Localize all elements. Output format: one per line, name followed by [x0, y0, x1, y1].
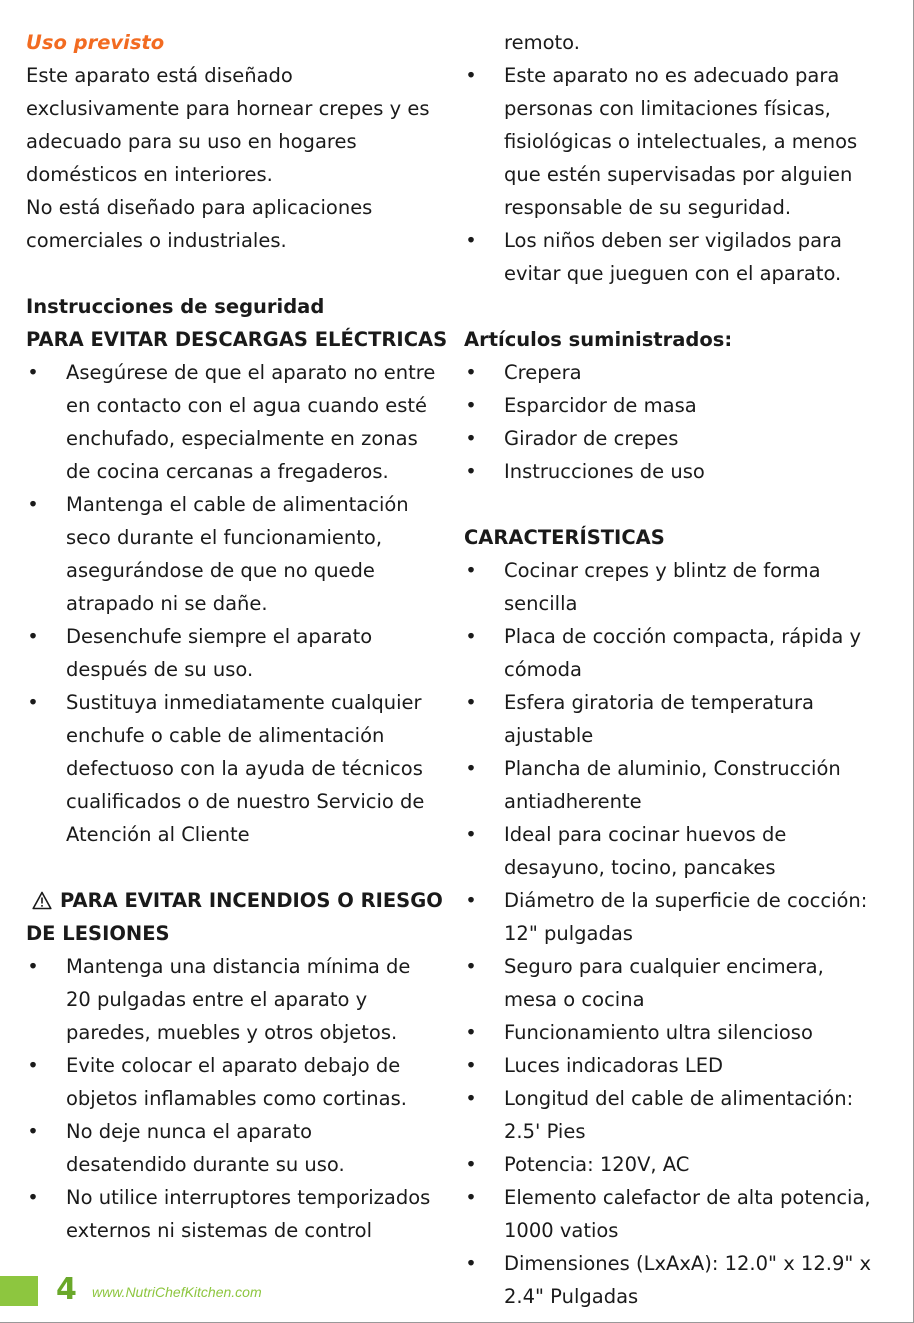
bullet-dot: •	[465, 1021, 477, 1044]
list-item-text: No utilice interruptores temporizados	[66, 1186, 431, 1209]
list-item-line	[464, 1148, 904, 1181]
list-item-line	[464, 983, 904, 1016]
list-item-line	[464, 59, 904, 92]
list-item-line	[464, 554, 904, 587]
bullet-dot: •	[465, 691, 477, 714]
bullet-dot: •	[465, 559, 477, 582]
supplied-items-list	[464, 356, 904, 488]
bullet-dot: •	[465, 625, 477, 648]
bullet-dot: •	[465, 394, 477, 417]
list-item-text: antiadherente	[504, 790, 642, 813]
bullet-dot: •	[465, 1153, 477, 1176]
list-item-text: Evite colocar el aparato debajo de	[66, 1054, 401, 1077]
list-item-line	[464, 1115, 904, 1148]
list-item-text: que estén supervisadas por alguien	[504, 163, 853, 186]
list-item-line	[464, 1181, 904, 1214]
bullet-dot: •	[465, 1054, 477, 1077]
spacer	[464, 488, 904, 521]
list-item-line	[26, 818, 456, 851]
list-item-line	[464, 125, 904, 158]
list-item-text: Sustituya inmediatamente cualquier	[66, 691, 422, 714]
bullet-dot: •	[465, 823, 477, 846]
list-item-text: Luces indicadoras LED	[504, 1054, 724, 1077]
list-item-line	[26, 587, 456, 620]
safety-heading: Instrucciones de seguridad	[26, 295, 325, 318]
bullet-dot: •	[465, 1252, 477, 1275]
fire-bullet-list	[26, 950, 456, 1247]
list-item-text: Atención al Cliente	[66, 823, 250, 846]
list-item-text: Ideal para cocinar huevos de	[504, 823, 787, 846]
list-item-line	[26, 554, 456, 587]
list-item-line	[464, 620, 904, 653]
list-item-text: evitar que jueguen con el aparato.	[504, 262, 842, 285]
list-item-text: Seguro para cualquier encimera,	[504, 955, 824, 978]
list-item-line	[26, 455, 456, 488]
bullet-dot: •	[27, 1120, 39, 1143]
footer-accent-bar	[0, 1276, 38, 1306]
bullet-dot: •	[27, 691, 39, 714]
left-column	[26, 26, 456, 1247]
list-item-text: fisiológicas o intelectuales, a menos	[504, 130, 858, 153]
list-item-text: enchufe o cable de alimentación	[66, 724, 385, 747]
list-item-text: desatendido durante su uso.	[66, 1153, 345, 1176]
list-item-line	[464, 719, 904, 752]
list-item-line	[464, 1016, 904, 1049]
bullet-dot: •	[465, 361, 477, 384]
list-item-text: Esfera giratoria de temperatura	[504, 691, 814, 714]
list-item-text: Placa de cocción compacta, rápida y	[504, 625, 862, 648]
spacer	[26, 257, 456, 290]
list-item-line	[26, 785, 456, 818]
list-item-line	[464, 158, 904, 191]
list-item-line	[464, 950, 904, 983]
list-item-text: 2.4" Pulgadas	[504, 1285, 639, 1308]
bullet-dot: •	[465, 460, 477, 483]
list-item-line	[26, 752, 456, 785]
list-item-text: después de su uso.	[66, 658, 254, 681]
list-item-text: 12" pulgadas	[504, 922, 633, 945]
spacer	[464, 290, 904, 323]
list-item-text: Esparcidor de masa	[504, 394, 697, 417]
list-item-line	[26, 1214, 456, 1247]
list-item-text: desayuno, tocino, pancakes	[504, 856, 776, 879]
list-item-line	[464, 92, 904, 125]
list-item-text: personas con limitaciones físicas,	[504, 97, 831, 120]
list-item-line	[464, 356, 904, 389]
list-item-text: cómoda	[504, 658, 582, 681]
list-item-line	[26, 950, 456, 983]
list-item-text: Dimensiones (LxAxA): 12.0" x 12.9" x	[504, 1252, 872, 1275]
list-item-text: externos ni sistemas de control	[66, 1219, 372, 1242]
list-item-line	[464, 191, 904, 224]
list-item-line	[464, 1049, 904, 1082]
list-item-line	[464, 851, 904, 884]
bullet-dot: •	[27, 1054, 39, 1077]
list-item-line	[26, 1115, 456, 1148]
list-item-line	[464, 257, 904, 290]
fire-heading-line1: PARA EVITAR INCENDIOS O RIESGO	[60, 889, 443, 912]
list-item-text: responsable de su seguridad.	[504, 196, 792, 219]
list-item-text: asegurándose de que no quede	[66, 559, 375, 582]
list-item-text: Desenchufe siempre el aparato	[66, 625, 373, 648]
list-item-text: Elemento calefactor de alta potencia,	[504, 1186, 871, 1209]
list-item-text: paredes, muebles y otros objetos.	[66, 1021, 398, 1044]
list-item-text: 2.5' Pies	[504, 1120, 586, 1143]
list-item-text: Mantenga el cable de alimentación	[66, 493, 409, 516]
list-item-text: Asegúrese de que el aparato no entre	[66, 361, 436, 384]
uso-line: adecuado para su uso en hogares	[26, 130, 357, 153]
list-item-text: en contacto con el agua cuando esté	[66, 394, 428, 417]
bullet-dot: •	[465, 1087, 477, 1110]
list-item-text: Potencia: 120V, AC	[504, 1153, 690, 1176]
list-item-text: Este aparato no es adecuado para	[504, 64, 840, 87]
list-item-text: sencilla	[504, 592, 578, 615]
list-item-text: ajustable	[504, 724, 594, 747]
list-item-line	[464, 389, 904, 422]
list-item-text: seco durante el funcionamiento,	[66, 526, 383, 549]
list-item-line	[464, 917, 904, 950]
list-item-line	[464, 224, 904, 257]
list-item-text: Los niños deben ser vigilados para	[504, 229, 842, 252]
list-item-line	[26, 686, 456, 719]
list-item-line	[464, 422, 904, 455]
warning-triangle-icon	[32, 891, 52, 910]
list-item-text: de cocina cercanas a fregaderos.	[66, 460, 389, 483]
list-item-line	[26, 488, 456, 521]
bullet-dot: •	[465, 1186, 477, 1209]
continued-line: remoto.	[504, 31, 580, 54]
list-item-line	[464, 455, 904, 488]
right-column	[464, 26, 904, 1313]
uso-line: No está diseñado para aplicaciones	[26, 196, 373, 219]
list-item-line	[26, 521, 456, 554]
list-item-line	[464, 1280, 904, 1313]
list-item-text: Funcionamiento ultra silencioso	[504, 1021, 813, 1044]
list-item-line	[26, 719, 456, 752]
list-item-line	[464, 1247, 904, 1280]
list-item-line	[464, 1214, 904, 1247]
list-item-line	[464, 587, 904, 620]
list-item-text: atrapado ni se dañe.	[66, 592, 268, 615]
bullet-dot: •	[27, 1186, 39, 1209]
list-item-line	[26, 356, 456, 389]
supplied-heading: Artículos suministrados:	[464, 328, 733, 351]
bullet-dot: •	[465, 427, 477, 450]
uso-line: Este aparato está diseñado	[26, 64, 293, 87]
uso-line: comerciales o industriales.	[26, 229, 287, 252]
list-item-text: defectuoso con la ayuda de técnicos	[66, 757, 423, 780]
uso-line: domésticos en interiores.	[26, 163, 273, 186]
list-item-line	[464, 785, 904, 818]
list-item-text: enchufado, especialmente en zonas	[66, 427, 418, 450]
list-item-line	[26, 1049, 456, 1082]
list-item-line	[26, 983, 456, 1016]
bullet-dot: •	[27, 493, 39, 516]
list-item-line	[26, 422, 456, 455]
list-item-text: Crepera	[504, 361, 582, 384]
spacer	[26, 851, 456, 884]
electric-bullet-list	[26, 356, 456, 851]
list-item-text: 20 pulgadas entre el aparato y	[66, 988, 368, 1011]
bullet-dot: •	[465, 757, 477, 780]
list-item-text: Instrucciones de uso	[504, 460, 705, 483]
safety-bullet-list-continued	[464, 59, 904, 290]
bullet-dot: •	[465, 955, 477, 978]
list-item-text: 1000 vatios	[504, 1219, 619, 1242]
features-list	[464, 554, 904, 1313]
list-item-line	[26, 1181, 456, 1214]
bullet-dot: •	[465, 889, 477, 912]
list-item-text: mesa o cocina	[504, 988, 645, 1011]
list-item-text: cualificados o de nuestro Servicio de	[66, 790, 425, 813]
list-item-line	[26, 653, 456, 686]
uso-line: exclusivamente para hornear crepes y es	[26, 97, 430, 120]
list-item-line	[26, 389, 456, 422]
fire-heading	[26, 884, 456, 917]
list-item-line	[464, 752, 904, 785]
list-item-line	[26, 620, 456, 653]
list-item-text: Cocinar crepes y blintz de forma	[504, 559, 821, 582]
page-number: 4	[56, 1272, 77, 1307]
electric-heading: PARA EVITAR DESCARGAS ELÉCTRICAS	[26, 328, 448, 351]
website-url: www.NutriChefKitchen.com	[92, 1284, 262, 1300]
fire-heading-line2: DE LESIONES	[26, 922, 170, 945]
list-item-text: No deje nunca el aparato	[66, 1120, 313, 1143]
bullet-dot: •	[27, 955, 39, 978]
list-item-line	[26, 1082, 456, 1115]
list-item-text: Mantenga una distancia mínima de	[66, 955, 411, 978]
list-item-line	[464, 884, 904, 917]
list-item-text: Longitud del cable de alimentación:	[504, 1087, 854, 1110]
list-item-text: objetos inflamables como cortinas.	[66, 1087, 407, 1110]
list-item-line	[26, 1016, 456, 1049]
list-item-text: Girador de crepes	[504, 427, 679, 450]
bullet-dot: •	[27, 625, 39, 648]
list-item-line	[26, 1148, 456, 1181]
list-item-text: Diámetro de la superficie de cocción:	[504, 889, 868, 912]
list-item-line	[464, 686, 904, 719]
list-item-line	[464, 653, 904, 686]
bullet-dot: •	[27, 361, 39, 384]
list-item-text: Plancha de aluminio, Construcción	[504, 757, 841, 780]
bullet-dot: •	[465, 64, 477, 87]
list-item-line	[464, 818, 904, 851]
list-item-line	[464, 1082, 904, 1115]
features-heading: CARACTERÍSTICAS	[464, 526, 665, 549]
bullet-dot: •	[465, 229, 477, 252]
uso-previsto-heading: Uso previsto	[26, 31, 165, 54]
